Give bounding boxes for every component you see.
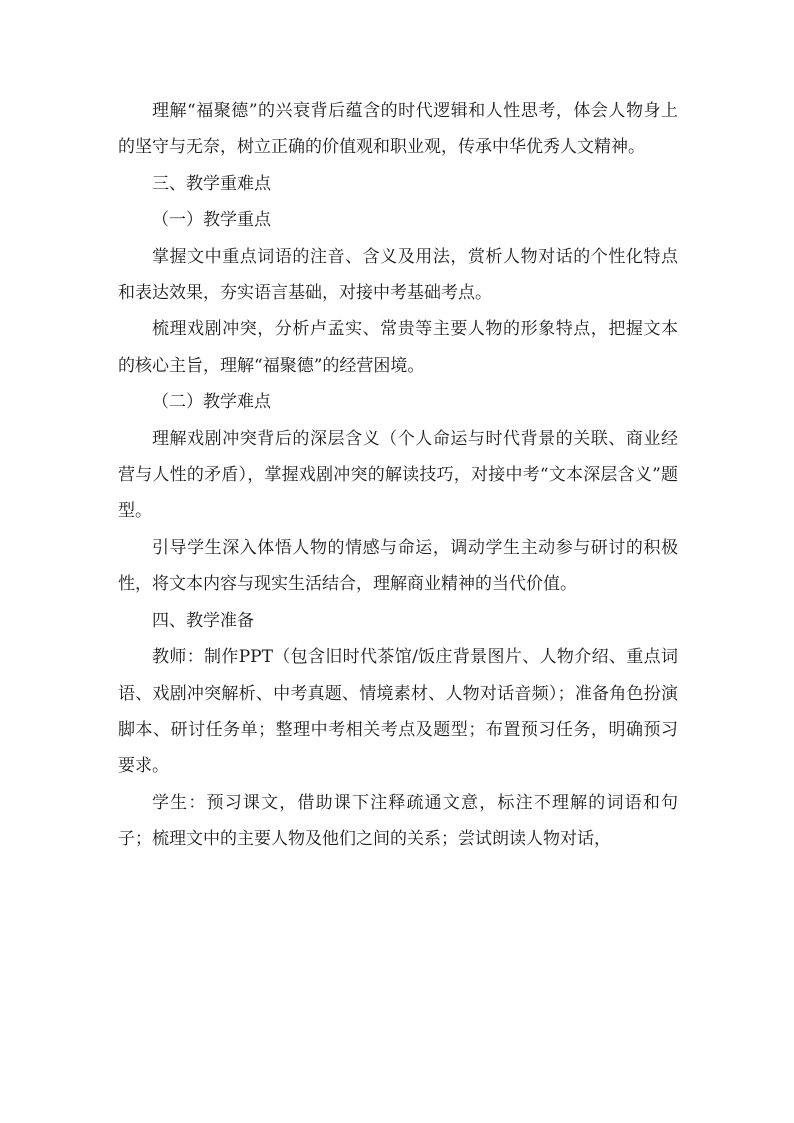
paragraph-student-prep: 学生：预习课文，借助课下注释疏通文意，标注不理解的词语和句子；梳理文中的主要人物及他们之间的关系；尝试朗读人物对话， bbox=[118, 792, 678, 850]
section-heading-key-points: 三、教学重难点 bbox=[152, 173, 271, 194]
subheading-teaching-difficulty: （二）教学难点 bbox=[152, 392, 271, 413]
section-heading-preparation: 四、教学准备 bbox=[152, 610, 254, 631]
paragraph-focus-1: 掌握文中重点词语的注音、含义及用法，赏析人物对话的个性化特点和表达效果，夯实语言基础，对接中考基础考点。 bbox=[118, 246, 678, 304]
paragraph-difficulty-1: 理解戏剧冲突背后的深层含义（个人命运与时代背景的关联、商业经营与人性的矛盾），掌握戏剧冲突的解读技巧，对接中考“文本深层含义”题型。 bbox=[118, 428, 678, 522]
paragraph-difficulty-2: 引导学生深入体悟人物的情感与命运，调动学生主动参与研讨的积极性，将文本内容与现实生活结合，理解商业精神的当代价值。 bbox=[118, 537, 678, 595]
paragraph-focus-2: 梳理戏剧冲突，分析卢孟实、常贵等主要人物的形象特点，把握文本的核心主旨，理解“福聚德”的经营困境。 bbox=[118, 319, 678, 376]
document-body bbox=[118, 93, 678, 858]
paragraph-teacher-prep: 教师：制作PPT（包含旧时代茶馆/饭庄背景图片、人物介绍、重点词语、戏剧冲突解析、中考真题、情境素材、人物对话音频）；准备角色扮演脚本、研讨任务单；整理中考相关考点及题型；布置预习任务，明确预习要求。 bbox=[118, 647, 678, 777]
subheading-teaching-focus: （一）教学重点 bbox=[152, 210, 271, 231]
paragraph-goal: 理解“福聚德”的兴衰背后蕴含的时代逻辑和人性思考，体会人物身上的坚守与无奈，树立正确的价值观和职业观，传承中华优秀人文精神。 bbox=[118, 101, 678, 158]
